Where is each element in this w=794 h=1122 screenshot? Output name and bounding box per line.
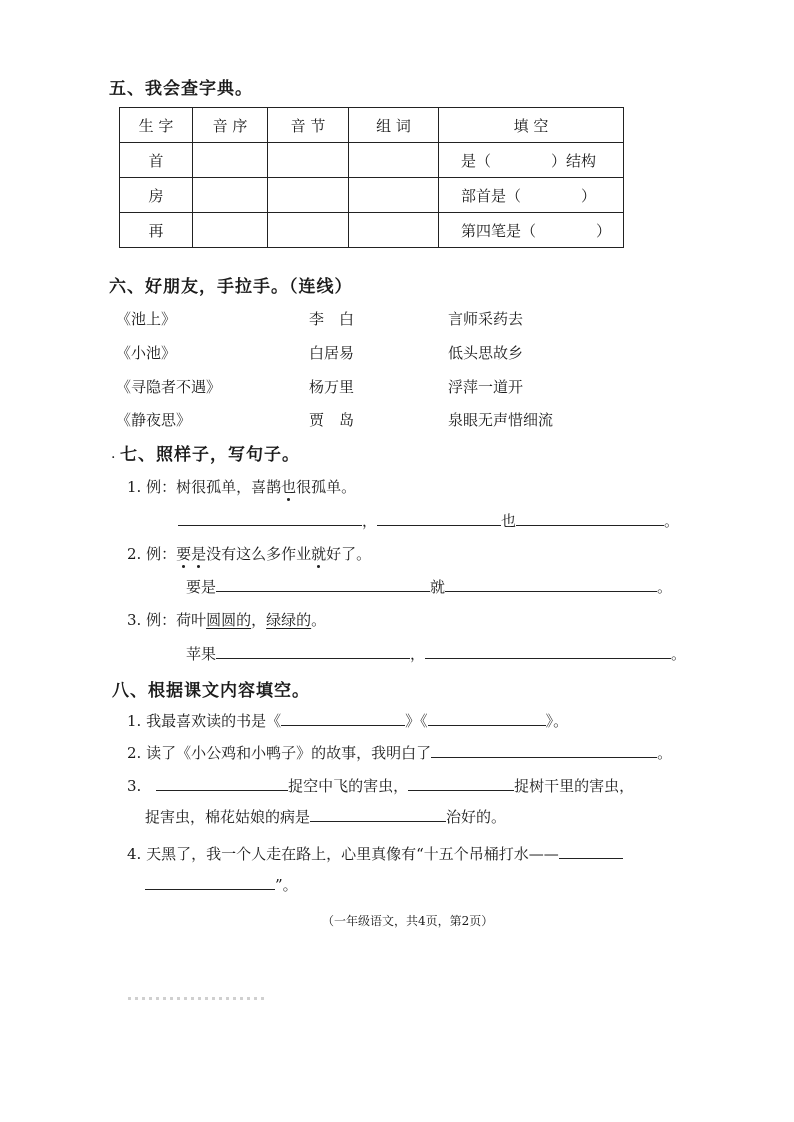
answer-blank[interactable] — [145, 875, 275, 890]
table-header-row — [120, 108, 624, 143]
stray-mark: . — [111, 446, 116, 462]
dictionary-table — [119, 107, 624, 248]
blank-cell[interactable] — [349, 178, 439, 213]
answer-blank[interactable] — [431, 743, 657, 758]
section6-title: 六、好朋友，手拉手。（连线） — [109, 277, 353, 297]
q8-1: 1. 我最喜欢读的书是《 》《 》。 — [127, 712, 569, 730]
poem-line[interactable]: 低头思故乡 — [448, 344, 524, 362]
blank-cell[interactable] — [349, 213, 439, 248]
char-cell: 首 — [120, 143, 193, 178]
char-cell: 再 — [120, 213, 193, 248]
scan-smudge — [128, 997, 268, 1000]
q8-4-line1: 4. 天黑了，我一个人走在路上，心里真像有“十五个吊桶打水—— — [127, 843, 623, 864]
q8-2: 2. 读了《小公鸡和小鸭子》的故事，我明白了 。 — [127, 744, 673, 762]
answer-blank[interactable] — [216, 644, 410, 659]
poem-line[interactable]: 言师采药去 — [448, 310, 524, 328]
header-cell: 音 序 — [193, 108, 268, 143]
blank-cell[interactable] — [193, 143, 268, 178]
blank-cell[interactable] — [268, 213, 349, 248]
answer-blank[interactable] — [310, 807, 446, 822]
answer-blank[interactable] — [216, 577, 430, 592]
blank-cell[interactable] — [193, 213, 268, 248]
blank-cell[interactable] — [193, 178, 268, 213]
char-cell: 房 — [120, 178, 193, 213]
poem-title[interactable]: 《静夜思》 — [116, 411, 192, 429]
answer-blank[interactable] — [425, 644, 671, 659]
page-footer: （一年级语文，共4页，第2页） — [322, 914, 494, 928]
table-row — [120, 213, 624, 248]
answer-blank[interactable] — [377, 511, 501, 526]
answer-blank[interactable] — [428, 711, 546, 726]
q7-1-answer: ， 也 。 — [178, 510, 679, 531]
q7-3-example: 3. 例：荷叶圆圆的，绿绿的。 — [127, 611, 327, 629]
answer-blank[interactable] — [445, 577, 657, 592]
poem-title[interactable]: 《寻隐者不遇》 — [116, 378, 222, 396]
q7-2-answer: 要是 就 。 — [186, 578, 673, 596]
answer-blank[interactable] — [281, 711, 405, 726]
fill-cell[interactable]: 第四笔是（ ） — [439, 213, 624, 248]
poem-line[interactable]: 浮萍一道开 — [448, 378, 524, 396]
answer-blank[interactable] — [156, 776, 288, 791]
q7-3-answer: 苹果 ， 。 — [186, 645, 687, 663]
blank-cell[interactable] — [268, 143, 349, 178]
fill-cell[interactable]: 部首是（ ） — [439, 178, 624, 213]
poem-title[interactable]: 《池上》 — [116, 310, 177, 328]
q7-2-example: 2. 例：要是没有这么多作业就好了。 — [127, 545, 372, 563]
poet-name[interactable]: 李 白 — [309, 310, 355, 328]
section8-title: 八、根据课文内容填空。 — [112, 681, 310, 701]
fill-cell[interactable]: 是（ ）结构 — [439, 143, 624, 178]
header-cell: 音 节 — [268, 108, 349, 143]
blank-cell[interactable] — [268, 178, 349, 213]
q7-1-example: 1. 例：树很孤单，喜鹊也很孤单。 — [127, 478, 357, 496]
answer-blank[interactable] — [559, 844, 623, 859]
blank-cell[interactable] — [349, 143, 439, 178]
poem-line[interactable]: 泉眼无声惜细流 — [448, 411, 554, 429]
header-cell: 填 空 — [439, 108, 624, 143]
header-cell: 组 词 — [349, 108, 439, 143]
poet-name[interactable]: 白居易 — [309, 344, 355, 362]
poet-name[interactable]: 杨万里 — [309, 378, 355, 396]
section5-title: 五、我会查字典。 — [109, 79, 253, 99]
header-cell: 生 字 — [120, 108, 193, 143]
poem-title[interactable]: 《小池》 — [116, 344, 177, 362]
q8-3-line2: 捉害虫，棉花姑娘的病是 治好的。 — [145, 808, 507, 826]
q8-4-line2: ”。 — [145, 874, 298, 895]
section7-title: 七、照样子，写句子。 — [120, 445, 300, 465]
answer-blank[interactable] — [516, 511, 664, 526]
poet-name[interactable]: 贾 岛 — [309, 411, 355, 429]
table-row — [120, 143, 624, 178]
q8-3-line1: 3. 捉空中飞的害虫， 捉树干里的害虫， — [127, 777, 635, 795]
answer-blank[interactable] — [178, 511, 362, 526]
table-row — [120, 178, 624, 213]
answer-blank[interactable] — [408, 776, 514, 791]
